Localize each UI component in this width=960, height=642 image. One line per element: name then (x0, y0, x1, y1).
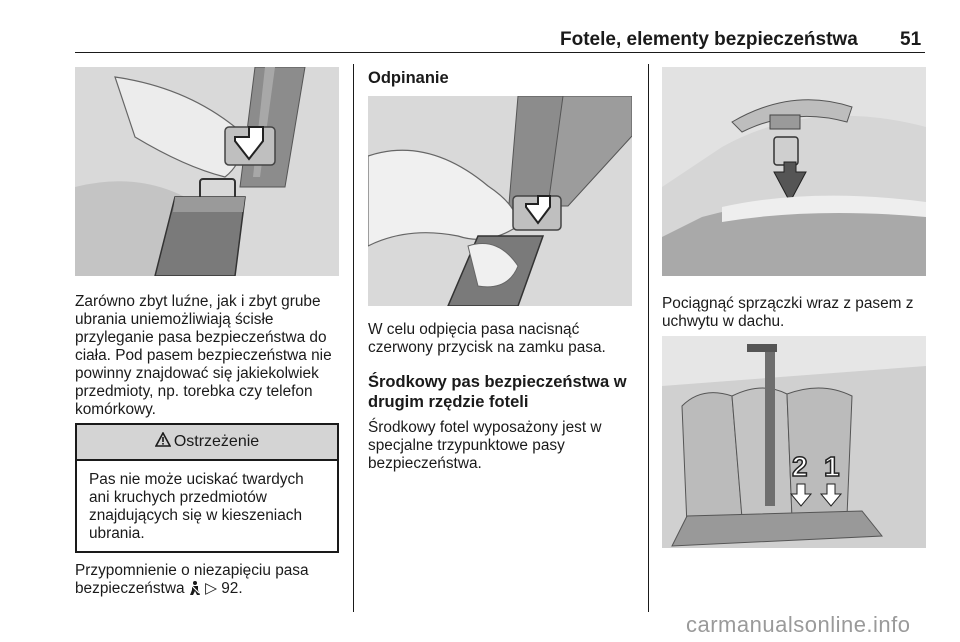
warning-text: Pas nie może uciskać twardych ani kruchych przedmiotów znajdujących się w kieszeniach ubrania. (89, 471, 304, 542)
middle-belt-paragraph: Środkowy fotel wyposażony jest w specjalne trzypunktowe pasy bezpieczeństwa. (368, 419, 602, 472)
section-heading-middle-belt: Środkowy pas bezpieczeństwa w drugim rzędzie foteli (368, 373, 627, 411)
warning-triangle-icon (155, 432, 171, 452)
callout-1: 1 (824, 451, 840, 482)
watermark-text: carmanualsonline.info (686, 612, 911, 637)
warning-header (77, 425, 337, 461)
column-divider (648, 64, 649, 612)
cross-reference-arrow-icon: ▷ (205, 580, 217, 597)
warning-title: Ostrzeżenie (173, 433, 260, 450)
column-divider (353, 64, 354, 612)
belt-reminder-text (75, 562, 343, 600)
rear-seats-illustration (662, 336, 926, 548)
reminder-line-2 (75, 580, 343, 600)
section-heading-unbuckling: Odpinanie (368, 69, 449, 87)
clothing-paragraph: Zarówno zbyt luźne, jak i zbyt grube ubrania uniemożliwiają ścisłe przyleganie pasa bezpieczeństwa do ciała. Pod pasem bezpieczeństwa nie powinny znajdować się jakiekolwiek przedmioty, np. torebka czy telefon komórkowy. (75, 293, 332, 418)
reminder-line-1: Przypomnienie o niezapięciu pasa (75, 562, 309, 579)
header-rule (75, 52, 925, 53)
seatbelt-person-icon (189, 581, 201, 600)
page-number: 51 (900, 29, 922, 50)
roof-anchor-caption: Pociągnąć sprzączki wraz z pasem z uchwytu w dachu. (662, 295, 914, 330)
seatbelt-buckle-illustration (75, 67, 339, 276)
release-caption: W celu odpięcia pasa nacisnąć czerwony przycisk na zamku pasa. (368, 321, 606, 356)
seatbelt-release-illustration (368, 96, 632, 306)
reminder-label: bezpieczeństwa (75, 580, 185, 597)
page-header-title: Fotele, elementy bezpieczeństwa (560, 29, 858, 50)
roof-anchor-illustration (662, 67, 926, 276)
callout-2: 2 (792, 451, 808, 482)
warning-box (75, 423, 339, 553)
reminder-page-ref: 92. (221, 580, 243, 597)
